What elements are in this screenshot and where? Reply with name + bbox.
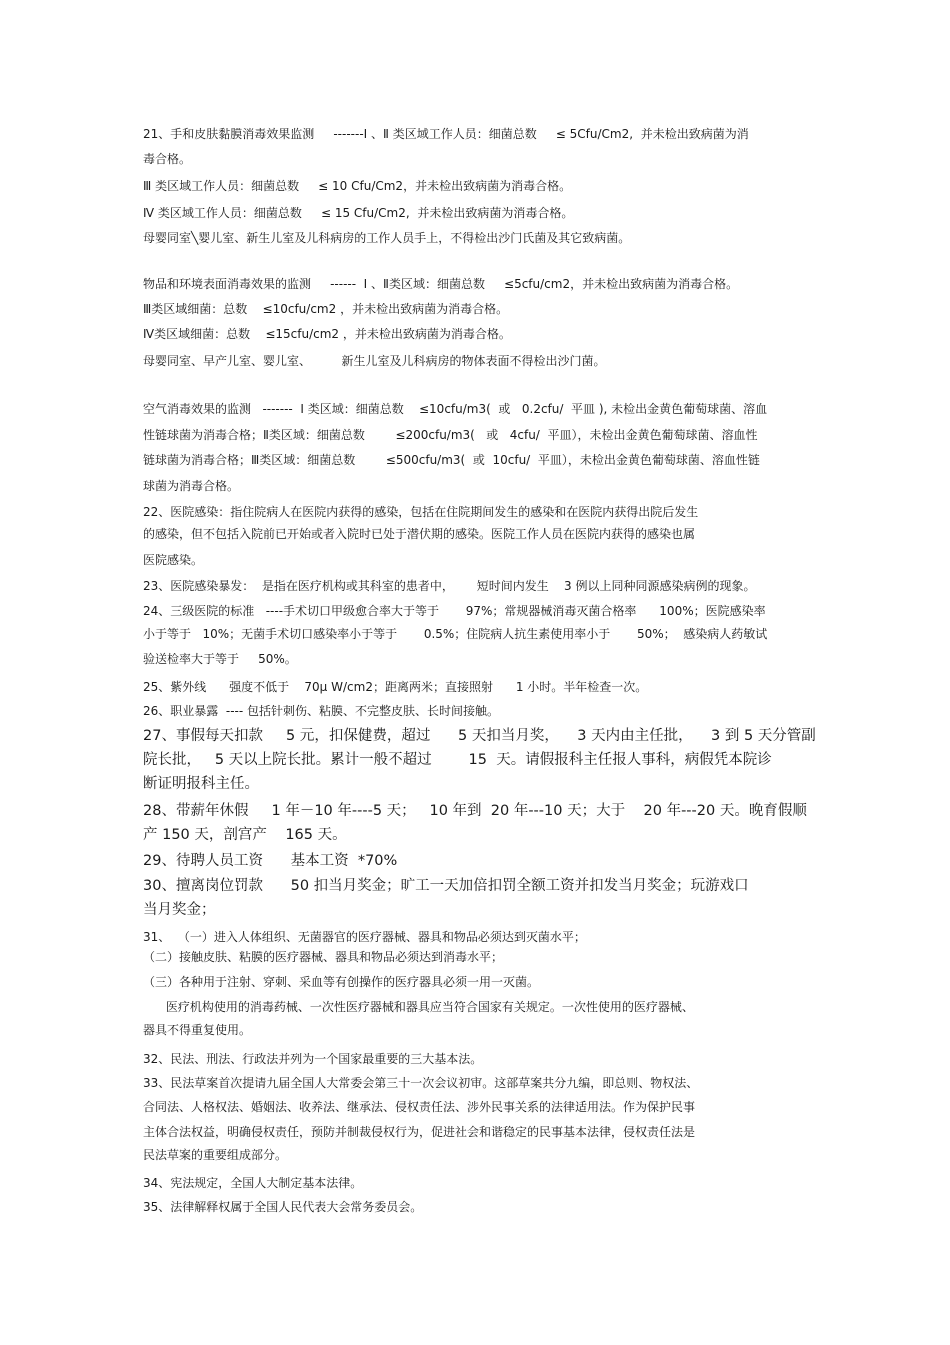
text-line: 33、民法草案首次提请九届全国人大常委会第三十一次会议初审。这部草案共分九编，即总则、物权法、 [143,1076,699,1090]
text-line: Ⅲ 类区域工作人员：细菌总数 ≤ 10 Cfu/Cm2，并未检出致病菌为消毒合格。 [143,179,572,193]
text-line: 断证明报科主任。 [143,776,259,792]
text-line: 球菌为消毒合格。 [143,479,240,493]
text-line: Ⅳ 类区域工作人员：细菌总数 ≤ 15 Cfu/Cm2, 并未检出致病菌为消毒合格。 [143,206,574,220]
text-line: 30、擅离岗位罚款 50 扣当月奖金；旷工一天加倍扣罚全额工资并扣发当月奖金；玩游戏口 [143,878,749,894]
text-line: 空气消毒效果的监测 ------- Ⅰ 类区域：细菌总数 ≤10cfu/m3( 或 0.2cfu/ 平皿 ), 未检出金黄色葡萄球菌、溶血 [143,402,768,416]
text-line: 医院感染。 [143,553,204,567]
text-line: 性链球菌为消毒合格；Ⅱ类区域：细菌总数 ≤200cfu/m3( 或 4cfu/ 平皿），未检出金黄色葡萄球菌、溶血性 [143,428,758,442]
text-line: 母婴同室╲婴儿室、新生儿室及儿科病房的工作人员手上，不得检出沙门氏菌及其它致病菌。 [143,231,631,245]
text-line: 25、紫外线 强度不低于 70μ W/cm2；距离两米；直接照射 1 小时。半年检查一次。 [143,680,648,694]
text-line: （三）各种用于注射、穿刺、采血等有创操作的医疗器具必须一用一灭菌。 [143,975,540,989]
text-line: 母婴同室、早产儿室、婴儿室、 新生儿室及儿科病房的物体表面不得检出沙门菌。 [143,354,606,368]
text-line: 产 150 天，剖宫产 165 天。 [143,827,347,843]
text-line: 验送检率大于等于 50%。 [143,652,297,666]
text-line: 32、民法、刑法、行政法并列为一个国家最重要的三大基本法。 [143,1052,483,1066]
text-line: 院长批， 5 天以上院长批。累计一般不超过 15 天。请假报科主任报人事科，病假凭本院诊 [143,752,772,768]
text-line: 毒合格。 [143,152,192,166]
text-line: 23、医院感染暴发： 是指在医疗机构或其科室的患者中， 短时间内发生 3 例以上同种同源感染病例的现象。 [143,579,756,593]
text-line: 29、待聘人员工资 基本工资 *70% [143,853,398,869]
text-line: 22、医院感染：指住院病人在医院内获得的感染，包括在住院期间发生的感染和在医院内获得出院后发生 [143,505,699,519]
text-line: 主体合法权益，明确侵权责任，预防并制裁侵权行为，促进社会和谐稳定的民事基本法律，侵权责任法是 [143,1125,696,1139]
text-line: 小于等于 10%；无菌手术切口感染率小于等于 0.5%；住院病人抗生素使用率小于 50%； 感染病人药敏试 [143,627,768,641]
text-line: 当月奖金； [143,902,216,918]
text-line: 24、三级医院的标准 ----手术切口甲级愈合率大于等于 97%；常规器械消毒灭菌合格率 100%；医院感染率 [143,604,766,618]
text-line: 链球菌为消毒合格；Ⅲ类区域：细菌总数 ≤500cfu/m3( 或 10cfu/ 平皿），未检出金黄色葡萄球菌、溶血性链 [143,453,760,467]
text-line: 27、事假每天扣款 5 元，扣保健费，超过 5 天扣当月奖， 3 天内由主任批， 3 到 5 天分管副 [143,728,816,744]
text-line: 26、职业暴露 ---- 包括针刺伤、粘膜、不完整皮肤、长时间接触。 [143,704,500,718]
text-line: Ⅳ类区域细菌：总数 ≤15cfu/cm2 ，并未检出致病菌为消毒合格。 [143,327,511,341]
text-line: 物品和环境表面消毒效果的监测 ------ Ⅰ 、Ⅱ类区域：细菌总数 ≤5cfu/cm2，并未检出致病菌为消毒合格。 [143,277,739,291]
text-line: 医疗机构使用的消毒药械、一次性医疗器械和器具应当符合国家有关规定。一次性使用的医疗器械、 [143,1000,694,1014]
text-line: 器具不得重复使用。 [143,1023,252,1037]
text-line: （二）接触皮肤、粘膜的医疗器械、器具和物品必须达到消毒水平； [143,950,504,964]
text-line: 35、法律解释权属于全国人民代表大会常务委员会。 [143,1200,423,1214]
text-line: 21、手和皮肤黏膜消毒效果监测 -------Ⅰ 、Ⅱ 类区域工作人员：细菌总数 ≤ 5Cfu/Cm2, 并未检出致病菌为消 [143,127,749,141]
text-line: 的感染，但不包括入院前已开始或者入院时已处于潜伏期的感染。医院工作人员在医院内获得的感染也属 [143,527,696,541]
text-line: 31、 （一）进入人体组织、无菌器官的医疗器械、器具和物品必须达到灭菌水平； [143,930,586,944]
text-line: 民法草案的重要组成部分。 [143,1148,288,1162]
text-line: Ⅲ类区域细菌：总数 ≤10cfu/cm2 ，并未检出致病菌为消毒合格。 [143,302,509,316]
text-line: 34、宪法规定，全国人大制定基本法律。 [143,1176,363,1190]
text-line: 合同法、人格权法、婚姻法、收养法、继承法、侵权责任法、涉外民事关系的法律适用法。作为保护民事 [143,1100,696,1114]
text-line: 28、带薪年休假 1 年－10 年----5 天； 10 年到 20 年---10 天；大于 20 年---20 天。晚育假顺 [143,803,807,819]
